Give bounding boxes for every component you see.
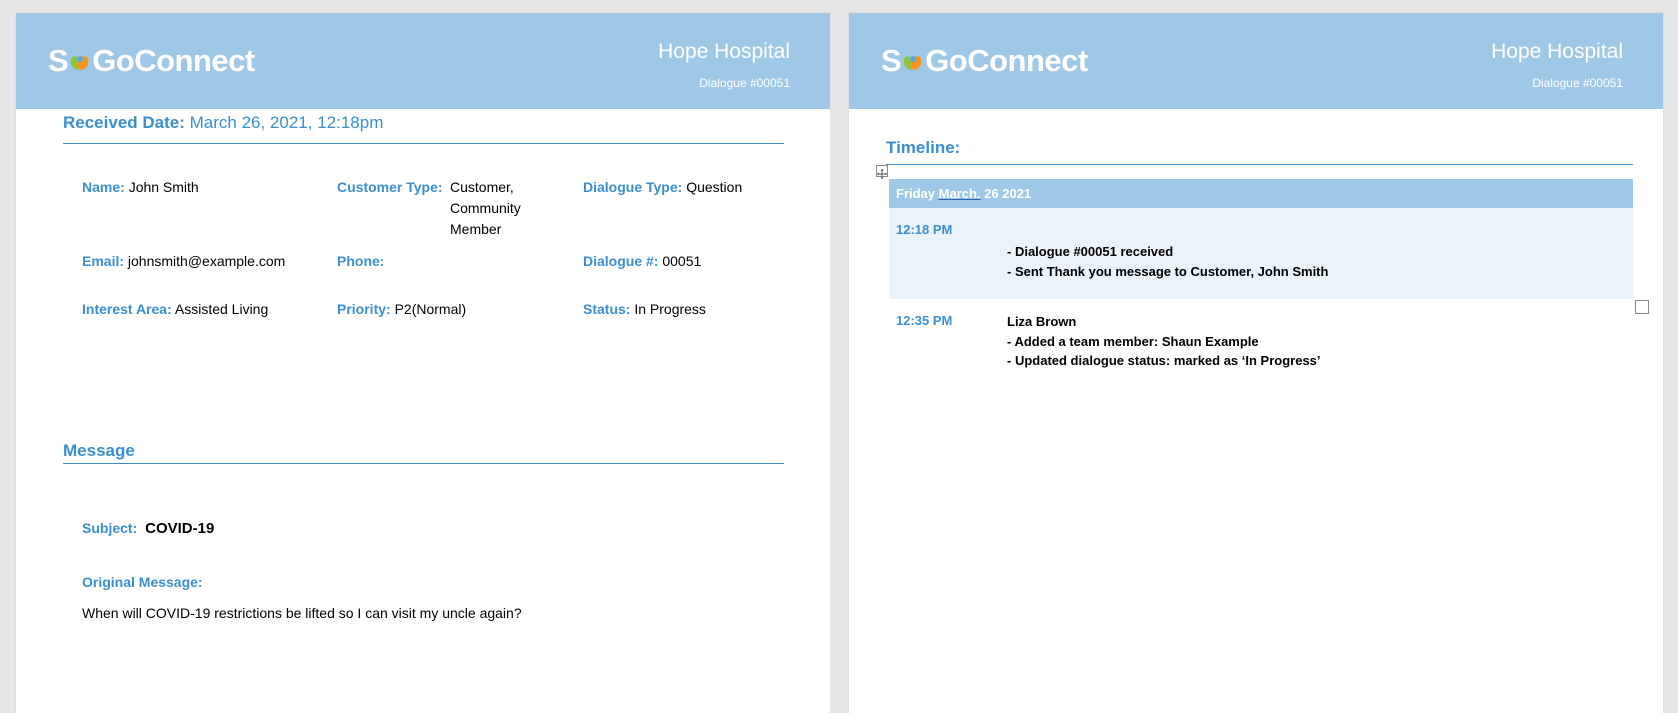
customer-type-value: Customer, Community Member bbox=[450, 179, 521, 237]
hospital-name: Hope Hospital bbox=[658, 40, 790, 63]
field-name: Name: John Smith bbox=[82, 179, 199, 195]
timeline-entry bbox=[889, 299, 1633, 379]
leaf-icon bbox=[69, 50, 91, 72]
email-value: johnsmith@example.com bbox=[127, 253, 286, 269]
dialogue-type-value: Question bbox=[686, 179, 743, 195]
subject-value: COVID-19 bbox=[145, 520, 215, 537]
dialogue-number-value: 00051 bbox=[662, 253, 702, 269]
timeline-day-header: Friday March. 26 2021 bbox=[889, 179, 1633, 208]
status-value: In Progress bbox=[634, 301, 706, 317]
field-priority: Priority: P2(Normal) bbox=[337, 301, 467, 317]
logo: S GoConnect bbox=[881, 43, 1088, 78]
name-value: John Smith bbox=[128, 179, 199, 195]
field-phone: Phone: bbox=[337, 253, 385, 269]
entry-time: 12:18 PM bbox=[896, 222, 953, 237]
field-status: Status: In Progress bbox=[583, 301, 706, 317]
divider bbox=[63, 143, 784, 144]
field-dialogue-number: Dialogue #: 00051 bbox=[583, 253, 702, 269]
field-email: Email: johnsmith@example.com bbox=[82, 253, 286, 269]
divider bbox=[63, 463, 784, 464]
field-interest-area: Interest Area: Assisted Living bbox=[82, 301, 269, 317]
divider bbox=[886, 164, 1633, 165]
dialogue-ref: Dialogue #00051 bbox=[1532, 76, 1623, 90]
move-icon bbox=[877, 169, 887, 179]
entry-body: - Dialogue #00051 received - Sent Thank you message to Customer, John Smith bbox=[1007, 244, 1329, 279]
message-section-title: Message bbox=[63, 441, 135, 460]
received-date-label: Received Date: bbox=[63, 113, 185, 132]
priority-value: P2(Normal) bbox=[394, 301, 467, 317]
table-move-handle[interactable] bbox=[876, 165, 888, 177]
hospital-name: Hope Hospital bbox=[1491, 40, 1623, 63]
interest-area-value: Assisted Living bbox=[174, 301, 269, 317]
leaf-icon bbox=[902, 50, 924, 72]
document-page-left bbox=[16, 13, 830, 713]
entry-author: Liza Brown bbox=[1007, 314, 1077, 329]
timeline-entry bbox=[889, 208, 1633, 299]
timeline-title: Timeline: bbox=[886, 138, 961, 157]
header-band bbox=[849, 13, 1663, 109]
received-date-value: March 26, 2021, 12:18pm bbox=[189, 113, 384, 132]
entry-time: 12:35 PM bbox=[896, 313, 953, 328]
received-date bbox=[63, 113, 383, 133]
original-message-label: Original Message: bbox=[82, 574, 203, 590]
field-dialogue-type: Dialogue Type: Question bbox=[583, 179, 743, 195]
table-resize-handle[interactable] bbox=[1635, 300, 1649, 314]
document-page-right bbox=[849, 13, 1663, 713]
subject-row: Subject: COVID-19 bbox=[82, 520, 215, 537]
timeline-table bbox=[889, 179, 1633, 379]
field-customer-type: Customer Type: bbox=[337, 179, 443, 195]
header-band bbox=[16, 13, 830, 109]
original-message-text: When will COVID-19 restrictions be lifted so I can visit my uncle again? bbox=[82, 605, 522, 621]
dialogue-ref: Dialogue #00051 bbox=[699, 76, 790, 90]
logo: S GoConnect bbox=[48, 43, 255, 78]
entry-body: Liza Brown - Added a team member: Shaun Example - Updated dialogue status: marked as ‘In Progress’ bbox=[1007, 314, 1321, 368]
